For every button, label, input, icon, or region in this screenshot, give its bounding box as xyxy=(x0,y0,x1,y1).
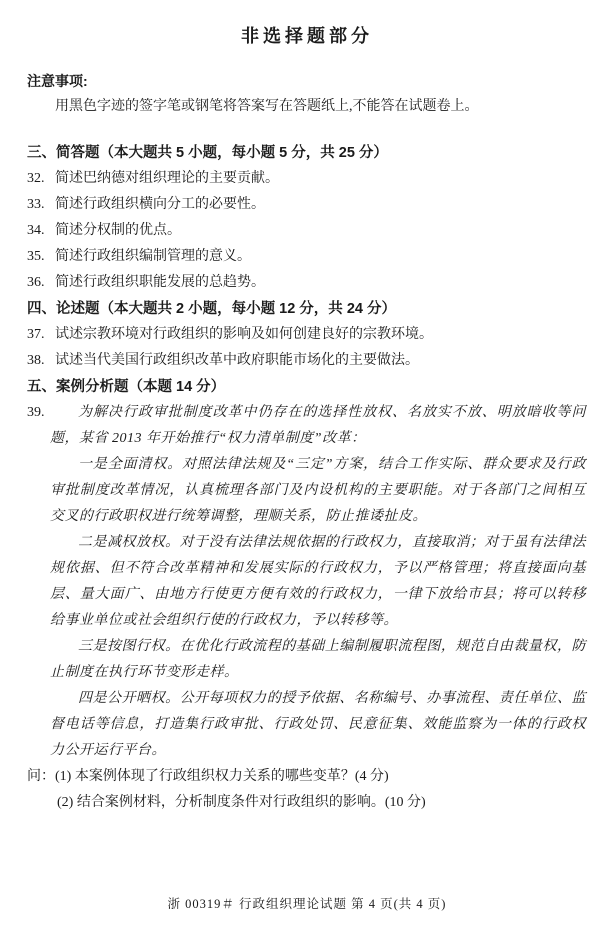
page-title: 非选择题部分 xyxy=(241,26,373,46)
question-item-38 xyxy=(27,348,584,374)
section-heading-case-analysis: 五、案例分析题（本题 14 分） xyxy=(27,379,226,395)
question-text: 简述行政组织横向分工的必要性。 xyxy=(55,197,265,212)
notice-label: 注意事项: xyxy=(27,73,88,89)
section-heading-essay: 四、论述题（本大题共 2 小题，每小题 12 分，共 24 分） xyxy=(27,301,396,317)
question-item-33 xyxy=(27,192,584,218)
question-text: 简述行政组织职能发展的总趋势。 xyxy=(55,275,265,290)
page-footer: 浙 00319＃ 行政组织理论试题 第 4 页(共 4 页) xyxy=(167,897,447,911)
case-paragraph-intro: 为解决行政审批制度改革中仍存在的选择性放权、名放实不放、明放暗收等问题，某省 2013 年开始推行“权力清单制度”改革： xyxy=(50,405,586,446)
question-text: 试述宗教环境对行政组织的影响及如何创建良好的宗教环境。 xyxy=(55,327,433,342)
question-text: 简述行政组织编制管理的意义。 xyxy=(55,249,251,264)
case-paragraph-3: 三是按图行权。在优化行政流程的基础上编制履职流程图，规范自由裁量权，防止制度在执行环节变形走样。 xyxy=(50,639,586,680)
question-number: 35. xyxy=(27,249,45,264)
case-number: 39. xyxy=(27,405,45,420)
question-text: 简述巴纳德对组织理论的主要贡献。 xyxy=(55,171,279,186)
case-paragraph-2: 二是减权放权。对于没有法律法规依据的行政权力，直接取消；对于虽有法律法规依据、但不符合改革精神和发展实际的行政权力，予以严格管理；将直接面向基层、量大面广、由地方行使更方便有效的行政权力，一律下放给市县；将可以转移给事业单位或社会组织行使的行政权力，予以转移等。 xyxy=(50,535,586,628)
question-number: 34. xyxy=(27,223,45,238)
question-text: 简述分权制的优点。 xyxy=(55,223,181,238)
question-number: 36. xyxy=(27,275,45,290)
case-paragraph-1: 一是全面清权。对照法律法规及“三定”方案，结合工作实际、群众要求及行政审批制度改革情况，认真梳理各部门及内设机构的主要职能。对于各部门之间相互交叉的行政职权进行统筹调整，理顺关系，防止推诿扯皮。 xyxy=(50,457,586,524)
case-block xyxy=(27,400,586,764)
question-item-34 xyxy=(27,218,584,244)
question-item-36 xyxy=(27,270,584,296)
question-number: 33. xyxy=(27,197,45,212)
question-number: 37. xyxy=(27,327,45,342)
notice-text: 用黑色字迹的签字笔或钢笔将答案写在答题纸上,不能答在试题卷上。 xyxy=(55,99,479,114)
case-paragraph-4: 四是公开晒权。公开每项权力的授予依据、名称编号、办事流程、责任单位、监督电话等信息，打造集行政审批、行政处罚、民意征集、效能监察为一体的行政权力公开运行平台。 xyxy=(50,691,586,758)
question-item-35 xyxy=(27,244,584,270)
question-number: 38. xyxy=(27,353,45,368)
case-question-2: (2) 结合案例材料，分析制度条件对行政组织的影响。(10 分) xyxy=(57,795,426,810)
question-number: 32. xyxy=(27,171,45,186)
question-item-37 xyxy=(27,322,584,348)
case-question-1: 问：(1) 本案例体现了行政组织权力关系的哪些变革？(4 分) xyxy=(27,769,389,784)
question-text: 试述当代美国行政组织改革中政府职能市场化的主要做法。 xyxy=(55,353,419,368)
section-heading-short-answer: 三、简答题（本大题共 5 小题，每小题 5 分，共 25 分） xyxy=(27,145,388,161)
question-item-32 xyxy=(27,166,584,192)
